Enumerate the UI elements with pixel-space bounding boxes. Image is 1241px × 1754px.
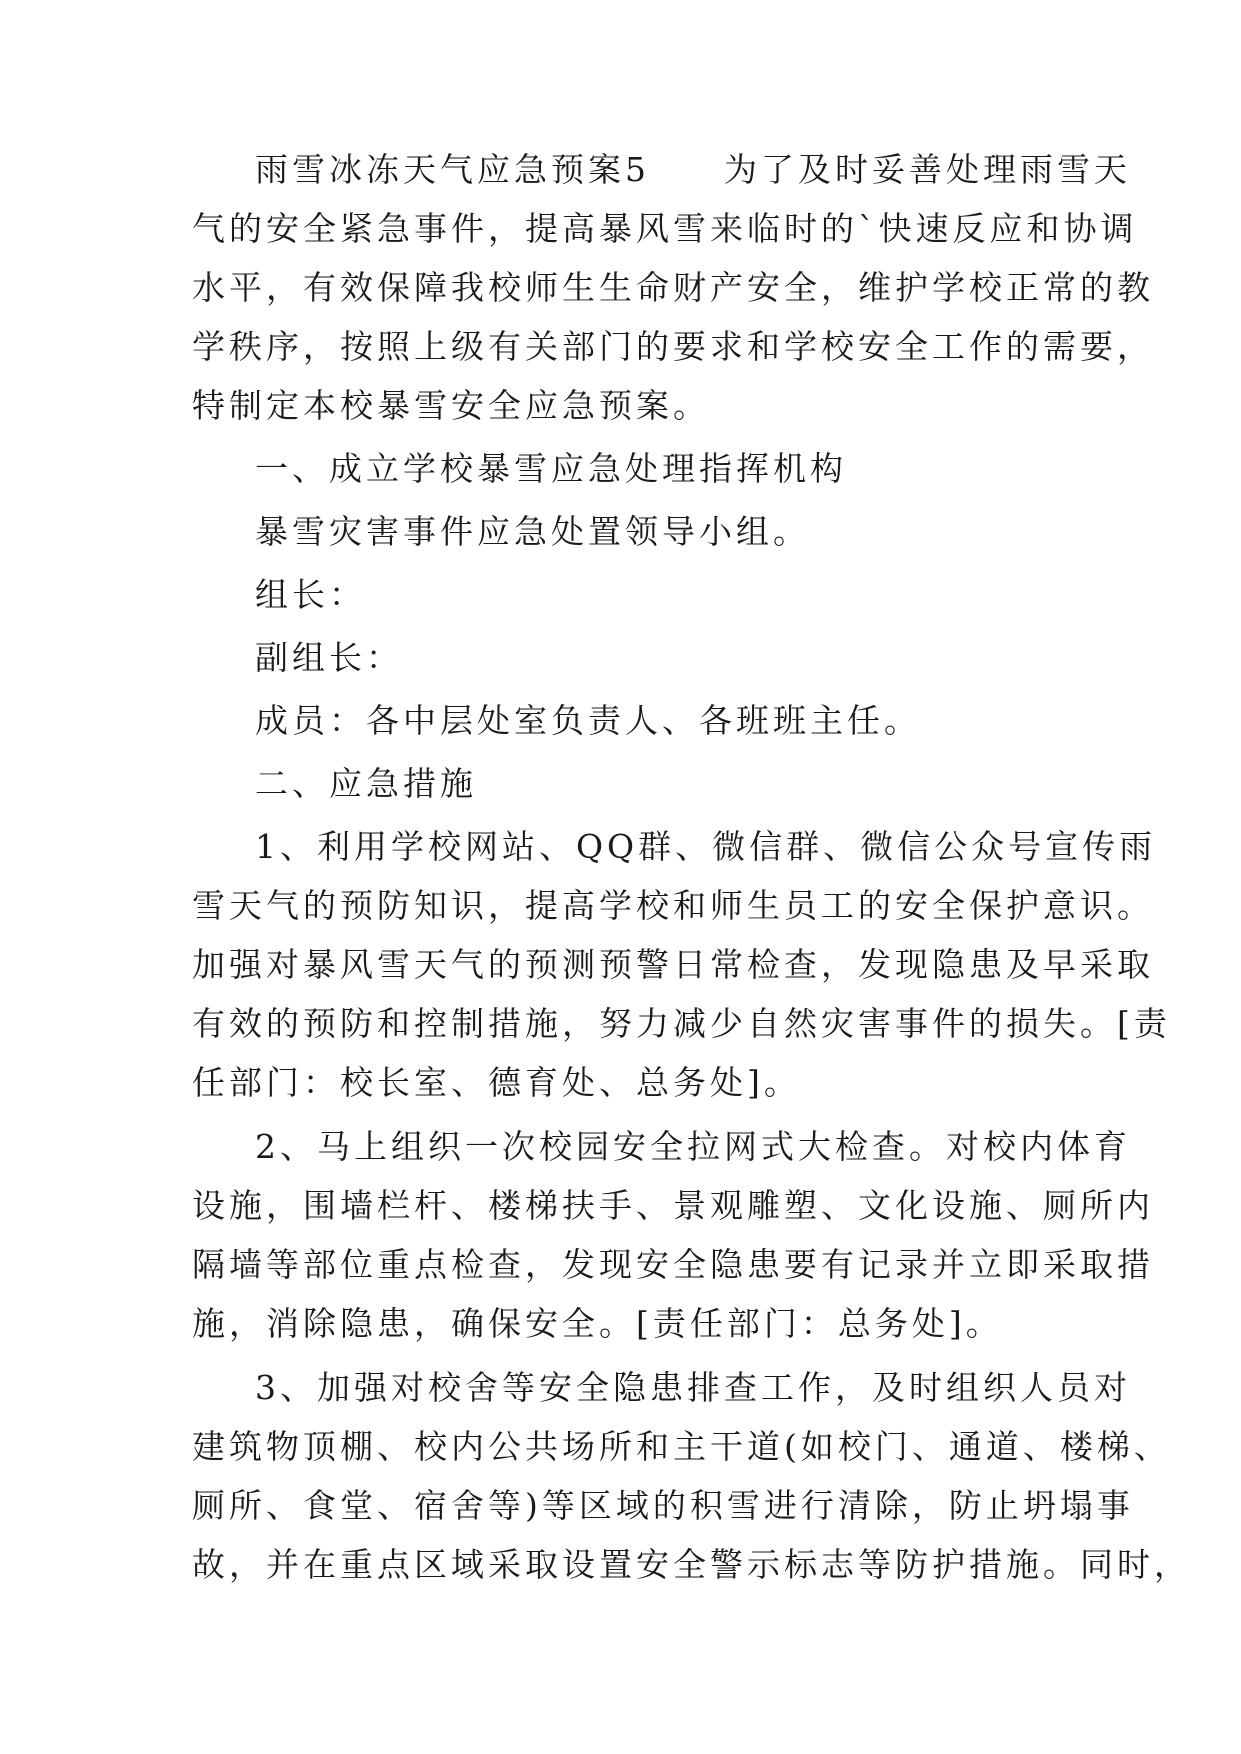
measure-1-line-5: 任部门：校长室、德育处、总务处]。 — [192, 1063, 801, 1102]
intro-line-5: 特制定本校暴雪安全应急预案。 — [192, 386, 710, 425]
measure-2-line-4: 施，消除隐患，确保安全。[责任部门：总务处]。 — [192, 1304, 1003, 1343]
measure-2-line-2: 设施，围墙栏杆、楼梯扶手、景观雕塑、文化设施、厕所内 — [192, 1186, 1154, 1225]
measure-3-line-4: 故，并在重点区域采取设置安全警示标志等防护措施。同时， — [192, 1545, 1191, 1584]
intro-line-4: 学秩序，按照上级有关部门的要求和学校安全工作的需要， — [192, 327, 1154, 366]
intro-line-2: 气的安全紧急事件，提高暴风雪来临时的`快速反应和协调 — [192, 209, 1138, 248]
measure-2-line-1: 2、马上组织一次校园安全拉网式大检查。对校内体育 — [255, 1127, 1131, 1166]
measure-1-line-1: 1、利用学校网站、QQ群、微信群、微信公众号宣传雨 — [255, 827, 1157, 866]
members-line: 成员：各中层处室负责人、各班班主任。 — [255, 701, 921, 740]
measure-1-line-2: 雪天气的预防知识，提高学校和师生员工的安全保护意识。 — [192, 886, 1154, 925]
measure-3-line-3: 厕所、食堂、宿舍等)等区域的积雪进行清除，防止坍塌事 — [192, 1486, 1134, 1525]
intro-line-1: 雨雪冰冻天气应急预案5 为了及时妥善处理雨雪天 — [255, 150, 1131, 189]
deputy-leader-line: 副组长： — [255, 638, 403, 677]
measure-3-line-2: 建筑物顶棚、校内公共场所和主干道(如校门、通道、楼梯、 — [192, 1427, 1171, 1466]
section-heading-1: 一、成立学校暴雪应急处理指挥机构 — [255, 449, 847, 488]
leader-group-line: 暴雪灾害事件应急处置领导小组。 — [255, 512, 810, 551]
measure-3-line-1: 3、加强对校舍等安全隐患排查工作，及时组织人员对 — [255, 1368, 1131, 1407]
measure-1-line-3: 加强对暴风雪天气的预测预警日常检查，发现隐患及早采取 — [192, 945, 1154, 984]
group-leader-line: 组长： — [255, 575, 366, 614]
measure-2-line-3: 隔墙等部位重点检查，发现安全隐患要有记录并立即采取措 — [192, 1245, 1154, 1284]
intro-line-3: 水平，有效保障我校师生生命财产安全，维护学校正常的教 — [192, 268, 1154, 307]
section-heading-2: 二、应急措施 — [255, 764, 477, 803]
measure-1-line-4: 有效的预防和控制措施，努力减少自然灾害事件的损失。[责 — [192, 1004, 1171, 1043]
